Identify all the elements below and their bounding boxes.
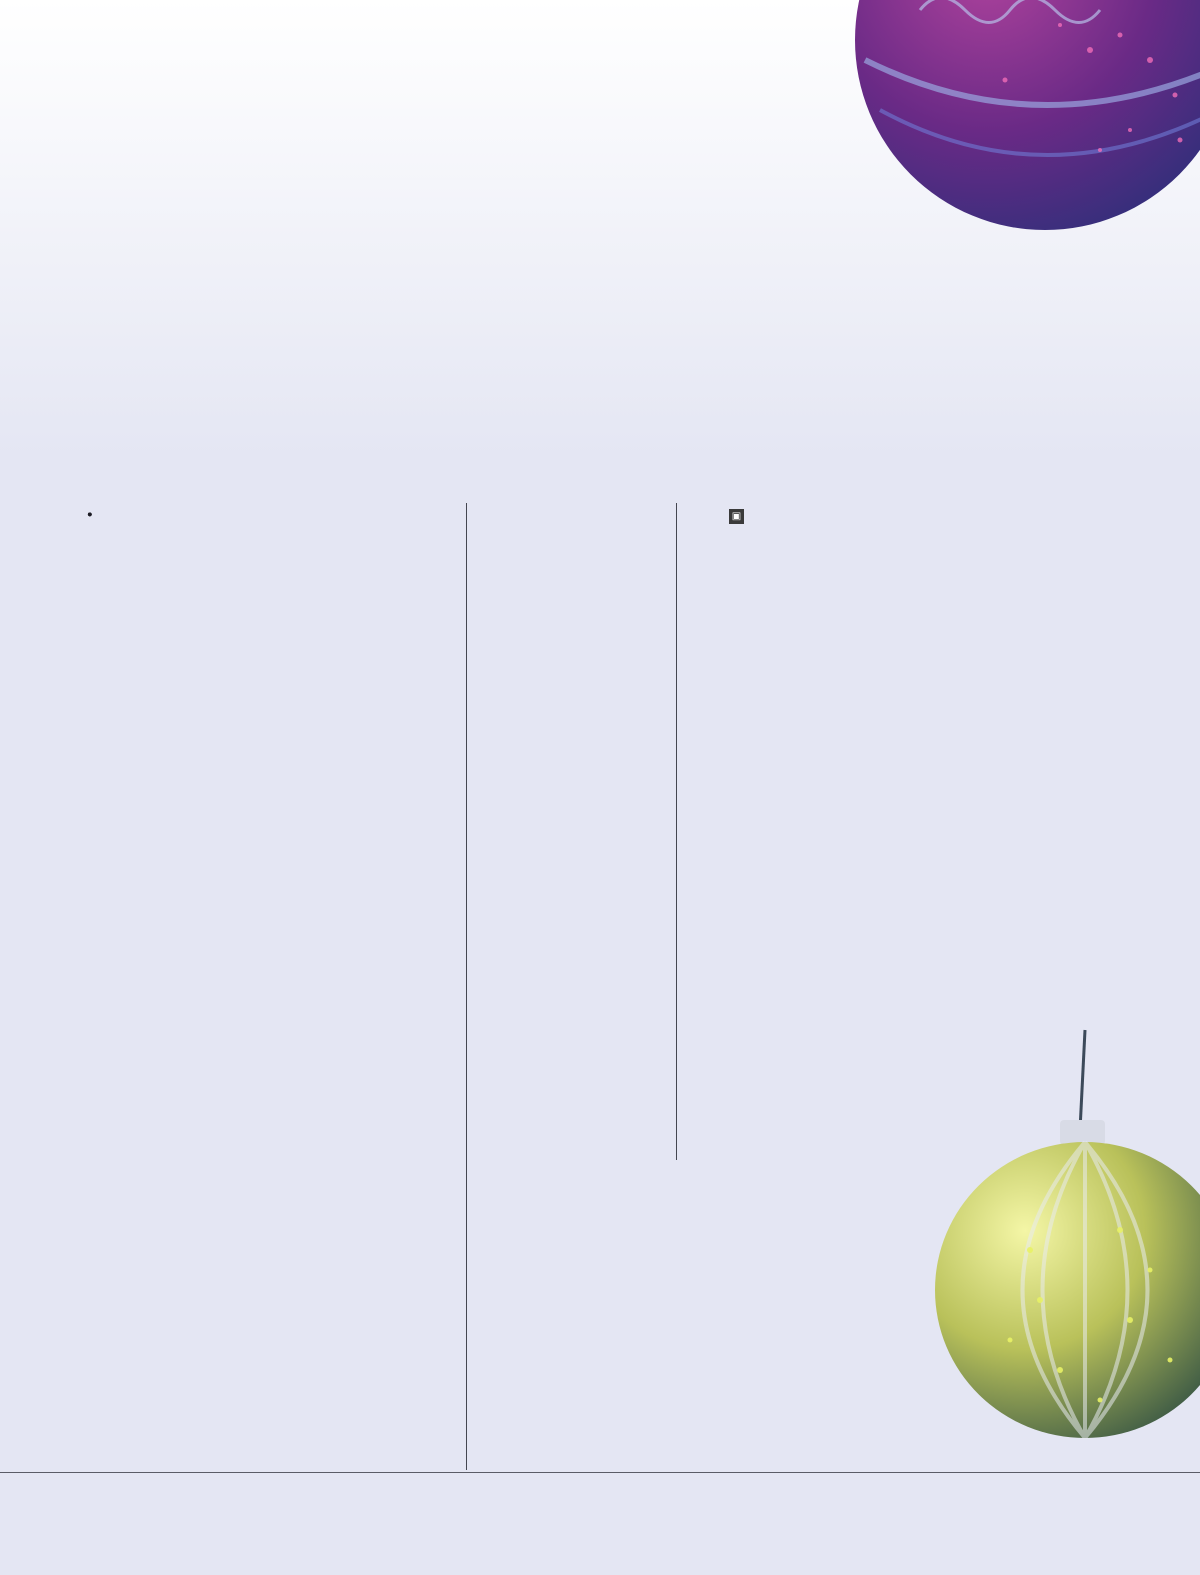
right-column [708,504,1100,529]
footer-rule [0,1472,1200,1473]
gold-ornament-illustration [935,1030,1200,1438]
page-folio [1108,1491,1122,1513]
column-divider-right [676,503,677,1160]
end-of-article-mark-icon: ▣ [729,509,744,524]
left-column [75,504,448,530]
column-divider-left [466,503,467,1470]
close-quote-mark [470,708,670,758]
open-quote-mark [470,640,670,690]
closing-paragraph [708,504,943,529]
pull-quote [470,640,670,758]
